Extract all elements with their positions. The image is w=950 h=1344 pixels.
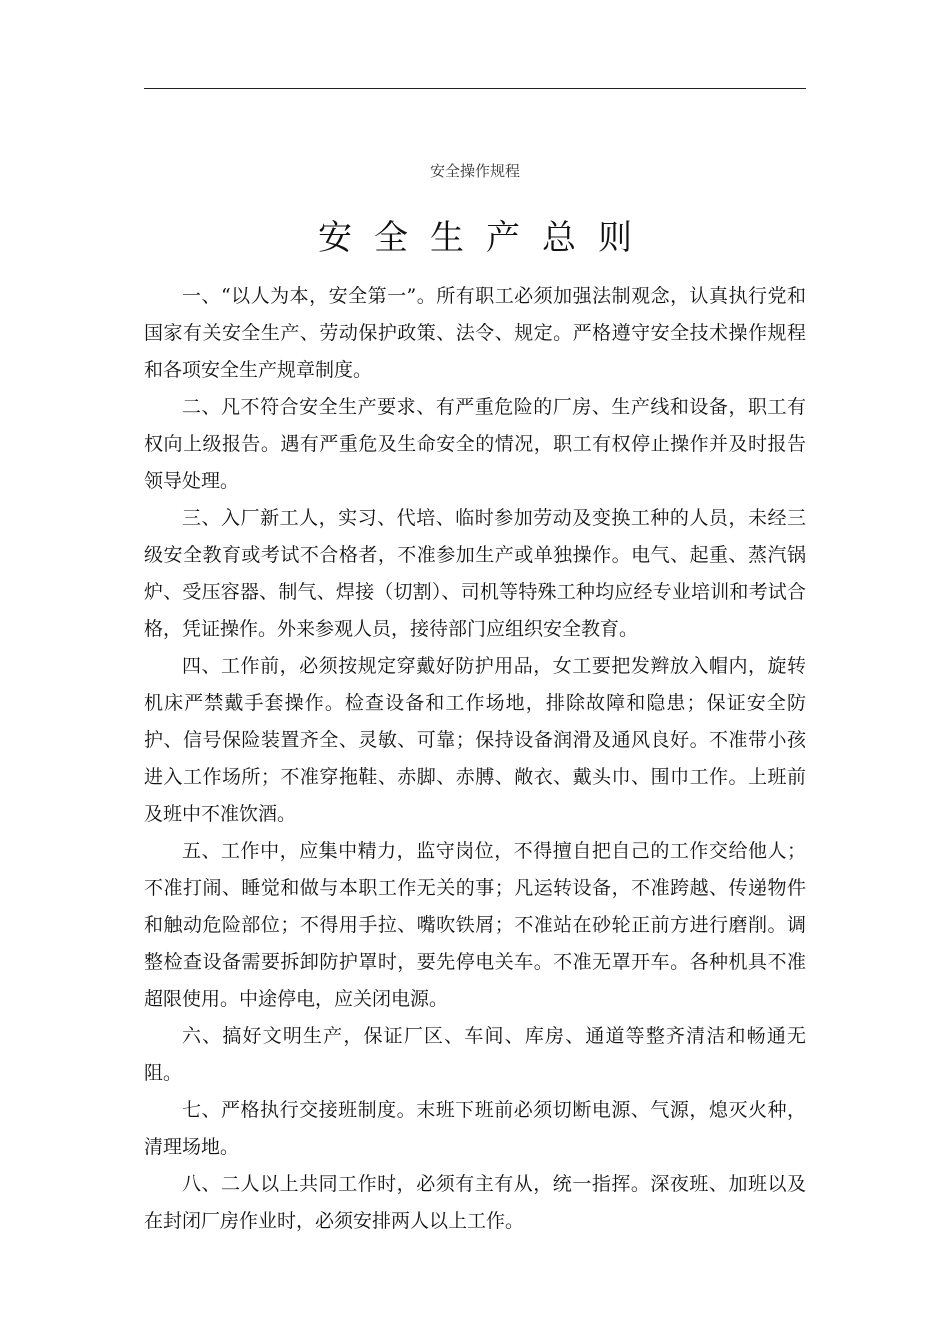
paragraph-7: 七、严格执行交接班制度。末班下班前必须切断电源、气源，熄灭火种，清理场地。 — [144, 1099, 806, 1158]
paragraph-3: 三、入厂新工人，实习、代培、临时参加劳动及变换工种的人员，未经三级安全教育或考试不合格者，不准参加生产或单独操作。电气、起重、蒸汽锅炉、受压容器、制气、焊接（切割）、司机等特殊工种均应经专业培训和考试合格，凭证操作。外来参观人员，接待部门应组织安全教育。 — [144, 507, 806, 640]
header-rule — [144, 88, 806, 89]
document-body — [144, 278, 806, 1240]
paragraph-1: 一、“以人为本，安全第一”。所有职工必须加强法制观念，认真执行党和国家有关安全生产、劳动保护政策、法令、规定。严格遵守安全技术操作规程和各项安全生产规章制度。 — [144, 285, 806, 381]
paragraph-5: 五、工作中，应集中精力，监守岗位，不得擅自把自己的工作交给他人；不准打闹、睡觉和做与本职工作无关的事；凡运转设备，不准跨越、传递物件和触动危险部位；不得用手拉、嘴吹铁屑；不准站在砂轮正前方进行磨削。调整检查设备需要拆卸防护罩时，要先停电关车。不准无罩开车。各种机具不准超限使用。中途停电，应关闭电源。 — [144, 840, 806, 1010]
paragraph-2: 二、凡不符合安全生产要求、有严重危险的厂房、生产线和设备，职工有权向上级报告。遇有严重危及生命安全的情况，职工有权停止操作并及时报告领导处理。 — [144, 396, 806, 492]
paragraph-8: 八、二人以上共同工作时，必须有主有从，统一指挥。深夜班、加班以及在封闭厂房作业时，必须安排两人以上工作。 — [144, 1173, 806, 1232]
paragraph-6: 六、搞好文明生产，保证厂区、车间、库房、通道等整齐清洁和畅通无阻。 — [144, 1025, 806, 1084]
document-title: 安全生产总则 — [318, 217, 654, 258]
document-subtitle: 安全操作规程 — [429, 162, 520, 180]
paragraph-4: 四、工作前，必须按规定穿戴好防护用品，女工要把发辫放入帽内，旋转机床严禁戴手套操作。检查设备和工作场地，排除故障和隐患；保证安全防护、信号保险装置齐全、灵敏、可靠；保持设备润滑及通风良好。不准带小孩进入工作场所；不准穿拖鞋、赤脚、赤膊、敞衣、戴头巾、围巾工作。上班前及班中不准饮酒。 — [144, 655, 806, 825]
